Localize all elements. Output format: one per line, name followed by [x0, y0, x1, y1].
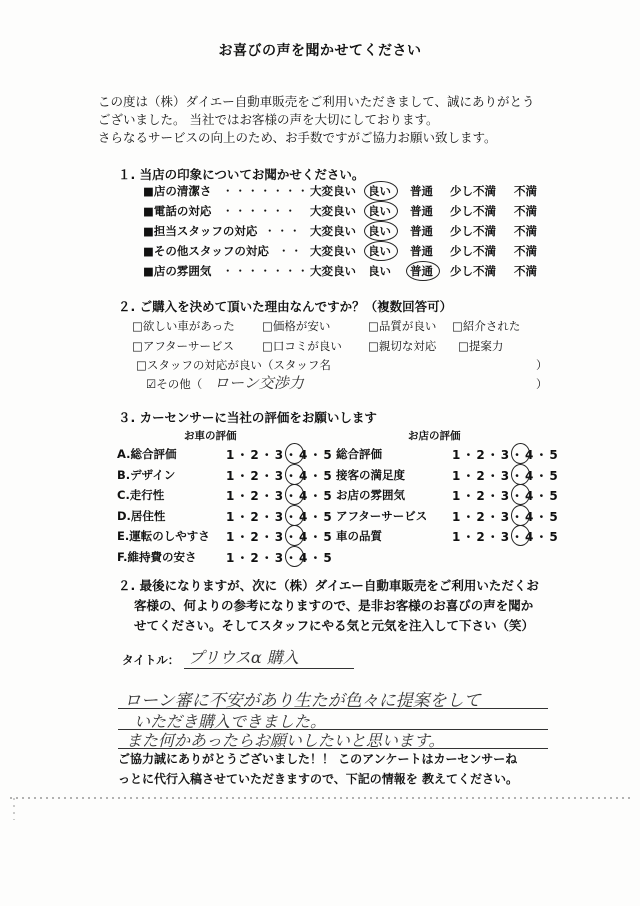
q1-row-dots: ・・: [278, 244, 303, 258]
q1-scale-option[interactable]: 少し不満: [450, 224, 496, 238]
q2-option[interactable]: □紹介された: [452, 319, 521, 333]
q1-scale-option[interactable]: 不満: [514, 264, 537, 278]
q1-row-label: ■担当スタッフの対応: [143, 224, 258, 238]
eval-scale[interactable]: 1・2・3・4・5: [226, 509, 334, 524]
q2-option[interactable]: □欲しい車があった: [132, 319, 235, 333]
title-value: プリウスα 購入: [188, 648, 299, 667]
eval-scale[interactable]: 1・2・3・4・5: [226, 489, 334, 503]
q1-row-label: ■電話の対応: [143, 204, 212, 218]
q3-heading: ３. カーセンサーに当社の評価をお願いします: [118, 410, 377, 425]
q1-scale-option[interactable]: 良い: [368, 204, 391, 218]
comment-line-3: また何かあったらお願いしたいと思います。: [126, 731, 445, 750]
q2-heading: ２. ご購入を決めて頂いた理由なんですか？（複数回答可）: [118, 299, 453, 314]
q1-row-dots: ・・・・・・: [222, 204, 297, 218]
scan-dotted-line: [0, 790, 640, 820]
eval-item-label: E.運転のしやすさ: [117, 529, 210, 543]
intro-line-1: この度は（株）ダイエー自動車販売をご利用いただきまして、誠にありがとう: [98, 94, 535, 109]
q1-scale-option[interactable]: 大変良い: [310, 204, 356, 218]
eval-scale[interactable]: 1・2・3・4・5: [452, 509, 560, 524]
q1-scale-option[interactable]: 少し不満: [450, 184, 496, 198]
q1-scale-option[interactable]: 良い: [368, 224, 391, 238]
eval-item-label: 接客の満足度: [336, 467, 405, 482]
comment-underline: [118, 748, 548, 749]
eval-item-label: 車の品質: [336, 529, 382, 543]
q2-other-close: ）: [536, 377, 548, 391]
q2-option[interactable]: □品質が良い: [368, 319, 437, 333]
eval-selection-circle: [511, 525, 530, 546]
q1-scale-option[interactable]: 少し不満: [450, 264, 496, 278]
q1-scale-option[interactable]: 普通: [410, 184, 433, 198]
title-label: タイトル：: [122, 653, 180, 667]
eval-item-label: B.デザイン: [117, 467, 176, 482]
q1-scale-option[interactable]: 普通: [410, 264, 433, 278]
eval-selection-circle: [285, 484, 304, 505]
eval-scale[interactable]: 1・2・3・4・5: [452, 530, 560, 544]
q1-scale-option[interactable]: 大変良い: [310, 264, 356, 278]
q1-selection-circle: [406, 261, 440, 281]
q2-option[interactable]: □アフターサービス: [132, 339, 235, 353]
eval-item-label: F.維持費の安さ: [117, 549, 197, 564]
footer-line-2: っとに代行入稿させていただきますので、下記の情報を 教えてください。: [118, 772, 518, 786]
eval-selection-circle: [511, 484, 530, 505]
q1-selection-circle: [364, 221, 398, 241]
q1-scale-option[interactable]: 少し不満: [450, 244, 496, 258]
eval-selection-circle: [511, 443, 530, 464]
comment-line-1: ローン審に不安があり生たが色々に提案をして: [124, 691, 481, 711]
eval-selection-circle: [285, 546, 304, 567]
q1-row-dots: ・・・: [264, 224, 302, 238]
title-underline: [184, 668, 354, 669]
eval-item-label: A.総合評価: [117, 447, 177, 461]
eval-scale[interactable]: 1・2・3・4・5: [226, 448, 334, 462]
q2-option[interactable]: □価格が安い: [262, 319, 331, 333]
page-title: お喜びの声を聞かせてください: [218, 43, 422, 59]
q1-scale-option[interactable]: 不満: [514, 244, 537, 258]
eval-selection-circle: [285, 505, 304, 526]
footer-line-1: ご協力誠にありがとうございました！！ このアンケートはカーセンサーね: [118, 752, 518, 766]
eval-scale[interactable]: 1・2・3・4・5: [452, 448, 560, 462]
eval-scale[interactable]: 1・2・3・4・5: [452, 468, 560, 483]
q2-staff-close: ）: [536, 358, 548, 372]
eval-selection-circle: [285, 525, 304, 546]
q2-other-value: ローン交渉力: [214, 374, 304, 392]
q4-heading-line: せてください。そしてスタッフにやる気と元気を注入して下さい（笑）: [134, 618, 535, 633]
eval-scale[interactable]: 1・2・3・4・5: [226, 530, 334, 544]
q1-selection-circle: [364, 241, 398, 261]
q2-staff-option[interactable]: □スタッフの対応が良い（スタッフ名: [136, 358, 331, 372]
eval-item-label: アフターサービス: [336, 508, 428, 523]
comment-line-2: いただき購入できました。: [134, 712, 327, 731]
q1-scale-option[interactable]: 良い: [368, 244, 391, 258]
shop-eval-header: お店の評価: [408, 430, 461, 442]
eval-item-label: D.居住性: [117, 508, 166, 523]
q1-selection-circle: [364, 181, 398, 201]
eval-scale[interactable]: 1・2・3・4・5: [226, 468, 334, 483]
q1-scale-option[interactable]: 不満: [514, 204, 537, 218]
eval-selection-circle: [285, 443, 304, 464]
q1-scale-option[interactable]: 不満: [514, 224, 537, 238]
q1-row-label: ■店の清潔さ: [143, 184, 212, 198]
intro-line-3: さらなるサービスの向上のため、お手数ですがご協力お願い致します。: [98, 130, 497, 145]
q1-row-label: ■店の雰囲気: [143, 264, 212, 278]
eval-scale[interactable]: 1・2・3・4・5: [452, 489, 560, 503]
car-eval-header: お車の評価: [184, 430, 237, 442]
q1-scale-option[interactable]: 良い: [368, 184, 391, 198]
eval-item-label: お店の雰囲気: [336, 488, 405, 502]
q1-row-dots: ・・・・・・・: [222, 184, 310, 198]
q1-selection-circle: [364, 201, 398, 221]
q4-heading-line: 客様の、何よりの参考になりますので、是非お客様のお喜びの声を聞か: [134, 598, 534, 613]
q1-scale-option[interactable]: 普通: [410, 244, 433, 258]
eval-scale[interactable]: 1・2・3・4・5: [226, 550, 334, 565]
eval-selection-circle: [511, 505, 530, 526]
eval-selection-circle: [285, 464, 304, 485]
q1-scale-option[interactable]: 普通: [410, 224, 433, 238]
q1-heading: １. 当店の印象についてお聞かせください。: [118, 167, 365, 182]
q2-option[interactable]: □親切な対応: [368, 339, 437, 353]
eval-item-label: 総合評価: [336, 447, 382, 461]
q4-heading-line: ２. 最後になりますが、次に（株）ダイエー自動車販売をご利用いただくお: [118, 578, 539, 593]
eval-item-label: C.走行性: [117, 488, 165, 502]
q1-scale-option[interactable]: 大変良い: [310, 224, 356, 238]
q2-other-option[interactable]: ☑その他（: [146, 377, 203, 391]
q1-scale-option[interactable]: 少し不満: [450, 204, 496, 218]
intro-line-2: ございました。 当社ではお客様の声を大切にしております。: [98, 112, 439, 127]
q2-option[interactable]: □口コミが良い: [262, 339, 342, 353]
q1-row-dots: ・・・・・・・: [222, 264, 310, 278]
q1-scale-option[interactable]: 大変良い: [310, 184, 356, 198]
q1-scale-option[interactable]: 普通: [410, 204, 433, 218]
q1-scale-option[interactable]: 大変良い: [310, 244, 356, 258]
q2-option[interactable]: □提案力: [458, 339, 504, 353]
q1-scale-option[interactable]: 不満: [514, 184, 537, 198]
q1-row-label: ■その他スタッフの対応: [143, 244, 269, 258]
q1-scale-option[interactable]: 良い: [368, 264, 391, 278]
eval-selection-circle: [511, 464, 530, 485]
